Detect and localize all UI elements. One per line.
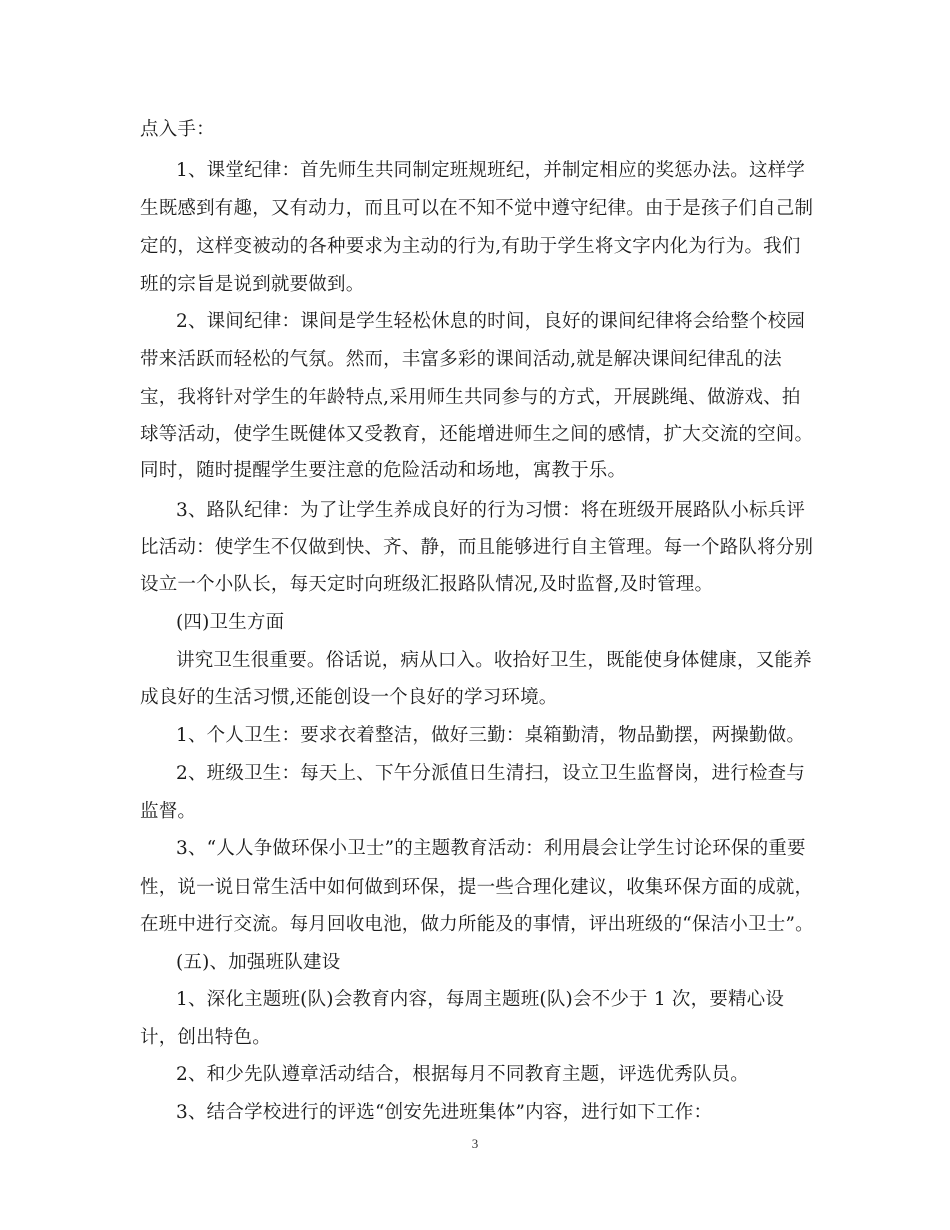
- paragraph-line: 3、路队纪律：为了让学生养成良好的行为习惯：将在班级开展路队小标兵评: [176, 500, 806, 521]
- text-line: 带来活跃而轻松的气氛。然而，丰富多彩的课间活动,就是解决课间纪律乱的法: [140, 349, 782, 370]
- paragraph-line: 1、深化主题班(队)会教育内容，每周主题班(队)会不少于 1 次，要精心设: [176, 989, 785, 1010]
- text-line: 同时，随时提醒学生要注意的危险活动和场地，寓教于乐。: [140, 460, 627, 481]
- paragraph-line: 讲究卫生很重要。俗话说，病从口入。收拾好卫生，既能使身体健康，又能养: [176, 650, 812, 671]
- text-line: 成良好的生活习惯,还能创设一个良好的学习环境。: [140, 687, 558, 708]
- text-line: 定的，这样变被动的各种要求为主动的行为,有助于学生将文字内化为行为。我们: [140, 236, 801, 257]
- section-heading: (四)卫生方面: [176, 612, 285, 633]
- paragraph-line: 3、结合学校进行的评选“创安先进班集体”内容，进行如下工作：: [176, 1102, 713, 1123]
- text-line: 计，创出特色。: [140, 1027, 271, 1048]
- paragraph-line: 1、课堂纪律：首先师生共同制定班规班纪，并制定相应的奖惩办法。这样学: [176, 160, 806, 181]
- text-line: 比活动：使学生不仅做到快、齐、静，而且能够进行自主管理。每一个路队将分别: [140, 537, 814, 558]
- paragraph-line: 2、和少先队遵章活动结合，根据每月不同教育主题，评选优秀队员。: [176, 1064, 749, 1085]
- text-line: 球等活动，使学生既健体又受教育，还能增进师生之间的感情，扩大交流的空间。: [140, 424, 814, 445]
- text-line: 在班中进行交流。每月回收电池，做力所能及的事情，评出班级的“保洁小卫士”。: [140, 914, 814, 935]
- text-line: 性，说一说日常生活中如何做到环保，提一些合理化建议，收集环保方面的成就，: [140, 877, 814, 898]
- text-line: 宝，我将针对学生的年龄特点,采用师生共同参与的方式，开展跳绳、做游戏、拍: [140, 387, 801, 408]
- section-heading: (五)、加强班队建设: [176, 952, 341, 973]
- text-line: 班的宗旨是说到就要做到。: [140, 274, 365, 295]
- text-line: 生既感到有趣，又有动力，而且可以在不知不觉中遵守纪律。由于是孩子们自己制: [140, 198, 814, 219]
- paragraph-line: 1、个人卫生：要求衣着整洁，做好三勤：桌箱勤清，物品勤摆，两操勤做。: [176, 725, 806, 746]
- paragraph-line: 3、“人人争做环保小卫士”的主题教育活动：利用晨会让学生讨论环保的重要: [176, 838, 806, 859]
- text-line: 点入手：: [140, 119, 215, 140]
- page-number: 3: [471, 1136, 479, 1151]
- paragraph-line: 2、班级卫生：每天上、下午分派值日生清扫，设立卫生监督岗，进行检查与: [176, 763, 806, 784]
- text-line: 监督。: [140, 801, 197, 822]
- text-line: 设立一个小队长，每天定时向班级汇报路队情况,及时监督,及时管理。: [140, 574, 714, 595]
- paragraph-line: 2、课间纪律：课间是学生轻松休息的时间，良好的课间纪律将会给整个校园: [176, 311, 806, 332]
